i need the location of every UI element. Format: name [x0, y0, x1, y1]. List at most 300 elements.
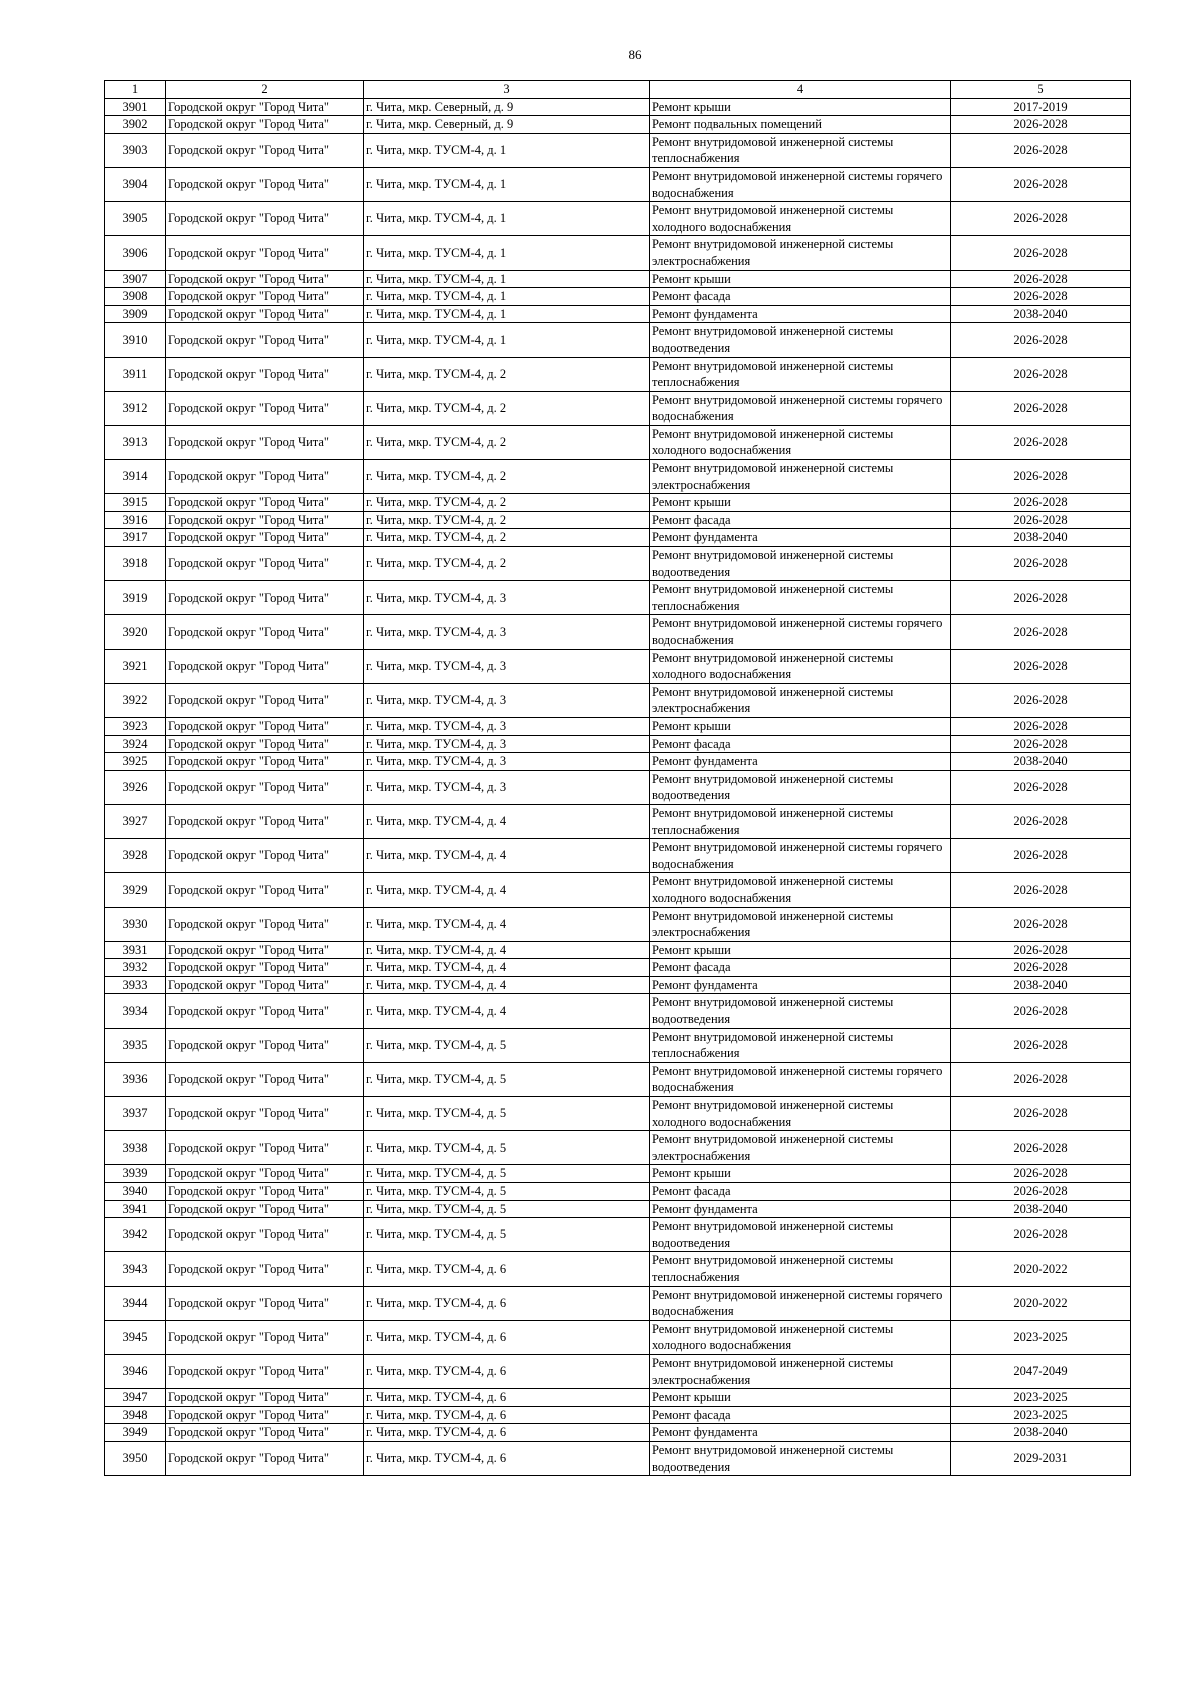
work-type-cell: Ремонт внутридомовой инженерной системы электроснабжения — [650, 683, 951, 717]
row-number-cell: 3920 — [105, 615, 166, 649]
table-row — [105, 1354, 1131, 1388]
work-type-cell: Ремонт фундамента — [650, 529, 951, 547]
municipality-cell: Городской округ "Город Чита" — [166, 683, 364, 717]
row-number-cell: 3901 — [105, 98, 166, 116]
period-cell: 2026-2028 — [951, 425, 1131, 459]
period-cell: 2026-2028 — [951, 839, 1131, 873]
address-cell: г. Чита, мкр. ТУСМ-4, д. 2 — [364, 494, 650, 512]
address-cell: г. Чита, мкр. ТУСМ-4, д. 1 — [364, 133, 650, 167]
address-cell: г. Чита, мкр. ТУСМ-4, д. 1 — [364, 323, 650, 357]
municipality-cell: Городской округ "Город Чита" — [166, 1354, 364, 1388]
period-cell: 2026-2028 — [951, 1131, 1131, 1165]
address-cell: г. Чита, мкр. ТУСМ-4, д. 3 — [364, 649, 650, 683]
municipality-cell: Городской округ "Город Чита" — [166, 804, 364, 838]
page-number: 86 — [628, 47, 642, 62]
work-type-cell: Ремонт фасада — [650, 735, 951, 753]
address-cell: г. Чита, мкр. ТУСМ-4, д. 1 — [364, 288, 650, 306]
table-body — [105, 98, 1131, 1476]
address-cell: г. Чита, мкр. ТУСМ-4, д. 3 — [364, 717, 650, 735]
work-type-cell: Ремонт внутридомовой инженерной системы электроснабжения — [650, 1131, 951, 1165]
period-cell: 2026-2028 — [951, 615, 1131, 649]
row-number-cell: 3934 — [105, 994, 166, 1028]
period-cell: 2026-2028 — [951, 357, 1131, 391]
address-cell: г. Чита, мкр. ТУСМ-4, д. 2 — [364, 425, 650, 459]
address-cell: г. Чита, мкр. ТУСМ-4, д. 4 — [364, 994, 650, 1028]
work-type-cell: Ремонт внутридомовой инженерной системы теплоснабжения — [650, 133, 951, 167]
row-number-cell: 3927 — [105, 804, 166, 838]
period-cell: 2026-2028 — [951, 735, 1131, 753]
address-cell: г. Чита, мкр. ТУСМ-4, д. 1 — [364, 167, 650, 201]
table-row — [105, 994, 1131, 1028]
row-number-cell: 3913 — [105, 425, 166, 459]
address-cell: г. Чита, мкр. ТУСМ-4, д. 2 — [364, 547, 650, 581]
address-cell: г. Чита, мкр. ТУСМ-4, д. 5 — [364, 1218, 650, 1252]
work-type-cell: Ремонт внутридомовой инженерной системы горячего водоснабжения — [650, 839, 951, 873]
work-type-cell: Ремонт фасада — [650, 1183, 951, 1201]
address-cell: г. Чита, мкр. ТУСМ-4, д. 4 — [364, 873, 650, 907]
period-cell: 2026-2028 — [951, 1183, 1131, 1201]
municipality-cell: Городской округ "Город Чита" — [166, 770, 364, 804]
table-row — [105, 839, 1131, 873]
work-type-cell: Ремонт фундамента — [650, 1424, 951, 1442]
address-cell: г. Чита, мкр. ТУСМ-4, д. 5 — [364, 1097, 650, 1131]
row-number-cell: 3940 — [105, 1183, 166, 1201]
row-number-cell: 3946 — [105, 1354, 166, 1388]
municipality-cell: Городской округ "Город Чита" — [166, 529, 364, 547]
row-number-cell: 3905 — [105, 202, 166, 236]
municipality-cell: Городской округ "Город Чита" — [166, 1062, 364, 1096]
address-cell: г. Чита, мкр. ТУСМ-4, д. 6 — [364, 1424, 650, 1442]
work-type-cell: Ремонт внутридомовой инженерной системы электроснабжения — [650, 1354, 951, 1388]
table-row — [105, 1028, 1131, 1062]
period-cell: 2026-2028 — [951, 804, 1131, 838]
work-type-cell: Ремонт внутридомовой инженерной системы электроснабжения — [650, 460, 951, 494]
municipality-cell: Городской округ "Город Чита" — [166, 1286, 364, 1320]
row-number-cell: 3929 — [105, 873, 166, 907]
work-type-cell: Ремонт крыши — [650, 98, 951, 116]
period-cell: 2026-2028 — [951, 941, 1131, 959]
row-number-cell: 3949 — [105, 1424, 166, 1442]
work-type-cell: Ремонт внутридомовой инженерной системы электроснабжения — [650, 907, 951, 941]
work-type-cell: Ремонт внутридомовой инженерной системы холодного водоснабжения — [650, 873, 951, 907]
municipality-cell: Городской округ "Город Чита" — [166, 202, 364, 236]
address-cell: г. Чита, мкр. ТУСМ-4, д. 5 — [364, 1131, 650, 1165]
municipality-cell: Городской округ "Город Чита" — [166, 941, 364, 959]
table-row — [105, 547, 1131, 581]
table-row — [105, 167, 1131, 201]
work-type-cell: Ремонт внутридомовой инженерной системы холодного водоснабжения — [650, 1320, 951, 1354]
table-row — [105, 116, 1131, 134]
work-type-cell: Ремонт внутридомовой инженерной системы водоотведения — [650, 994, 951, 1028]
work-type-cell: Ремонт крыши — [650, 941, 951, 959]
address-cell: г. Чита, мкр. ТУСМ-4, д. 2 — [364, 511, 650, 529]
address-cell: г. Чита, мкр. ТУСМ-4, д. 1 — [364, 305, 650, 323]
table-row — [105, 1200, 1131, 1218]
municipality-cell: Городской округ "Город Чита" — [166, 753, 364, 771]
row-number-cell: 3912 — [105, 391, 166, 425]
municipality-cell: Городской округ "Город Чита" — [166, 959, 364, 977]
row-number-cell: 3932 — [105, 959, 166, 977]
address-cell: г. Чита, мкр. ТУСМ-4, д. 5 — [364, 1200, 650, 1218]
table-row — [105, 1320, 1131, 1354]
work-type-cell: Ремонт фундамента — [650, 1200, 951, 1218]
municipality-cell: Городской округ "Город Чита" — [166, 1424, 364, 1442]
period-cell: 2038-2040 — [951, 1200, 1131, 1218]
municipality-cell: Городской округ "Город Чита" — [166, 1218, 364, 1252]
row-number-cell: 3950 — [105, 1441, 166, 1475]
work-type-cell: Ремонт внутридомовой инженерной системы водоотведения — [650, 1218, 951, 1252]
municipality-cell: Городской округ "Город Чита" — [166, 236, 364, 270]
row-number-cell: 3947 — [105, 1389, 166, 1407]
municipality-cell: Городской округ "Город Чита" — [166, 357, 364, 391]
period-cell: 2020-2022 — [951, 1286, 1131, 1320]
period-cell: 2026-2028 — [951, 994, 1131, 1028]
address-cell: г. Чита, мкр. Северный, д. 9 — [364, 116, 650, 134]
municipality-cell: Городской округ "Город Чита" — [166, 391, 364, 425]
period-cell: 2026-2028 — [951, 581, 1131, 615]
work-type-cell: Ремонт внутридомовой инженерной системы водоотведения — [650, 323, 951, 357]
address-cell: г. Чита, мкр. ТУСМ-4, д. 4 — [364, 804, 650, 838]
work-type-cell: Ремонт внутридомовой инженерной системы холодного водоснабжения — [650, 1097, 951, 1131]
table-row — [105, 494, 1131, 512]
table-row — [105, 391, 1131, 425]
work-type-cell: Ремонт внутридомовой инженерной системы теплоснабжения — [650, 1252, 951, 1286]
work-type-cell: Ремонт крыши — [650, 717, 951, 735]
row-number-cell: 3908 — [105, 288, 166, 306]
address-cell: г. Чита, мкр. ТУСМ-4, д. 2 — [364, 460, 650, 494]
table-row — [105, 959, 1131, 977]
column-header-municipality: 2 — [166, 81, 364, 99]
period-cell: 2017-2019 — [951, 98, 1131, 116]
period-cell: 2038-2040 — [951, 753, 1131, 771]
period-cell: 2026-2028 — [951, 494, 1131, 512]
row-number-cell: 3948 — [105, 1406, 166, 1424]
table-row — [105, 1389, 1131, 1407]
row-number-cell: 3923 — [105, 717, 166, 735]
row-number-cell: 3926 — [105, 770, 166, 804]
work-type-cell: Ремонт крыши — [650, 494, 951, 512]
work-type-cell: Ремонт внутридомовой инженерной системы холодного водоснабжения — [650, 202, 951, 236]
period-cell: 2026-2028 — [951, 547, 1131, 581]
municipality-cell: Городской округ "Город Чита" — [166, 1097, 364, 1131]
table-row — [105, 425, 1131, 459]
address-cell: г. Чита, мкр. ТУСМ-4, д. 4 — [364, 959, 650, 977]
municipality-cell: Городской округ "Город Чита" — [166, 1028, 364, 1062]
row-number-cell: 3924 — [105, 735, 166, 753]
municipality-cell: Городской округ "Город Чита" — [166, 270, 364, 288]
table-row — [105, 460, 1131, 494]
period-cell: 2026-2028 — [951, 1097, 1131, 1131]
table-row — [105, 941, 1131, 959]
period-cell: 2026-2028 — [951, 116, 1131, 134]
column-header-period: 5 — [951, 81, 1131, 99]
municipality-cell: Городской округ "Город Чита" — [166, 460, 364, 494]
row-number-cell: 3941 — [105, 1200, 166, 1218]
work-type-cell: Ремонт фасада — [650, 959, 951, 977]
row-number-cell: 3919 — [105, 581, 166, 615]
work-type-cell: Ремонт фундамента — [650, 976, 951, 994]
municipality-cell: Городской округ "Город Чита" — [166, 116, 364, 134]
period-cell: 2023-2025 — [951, 1406, 1131, 1424]
work-type-cell: Ремонт внутридомовой инженерной системы холодного водоснабжения — [650, 649, 951, 683]
row-number-cell: 3938 — [105, 1131, 166, 1165]
work-type-cell: Ремонт фасада — [650, 288, 951, 306]
table-row — [105, 529, 1131, 547]
period-cell: 2026-2028 — [951, 1028, 1131, 1062]
row-number-cell: 3904 — [105, 167, 166, 201]
address-cell: г. Чита, мкр. ТУСМ-4, д. 6 — [364, 1389, 650, 1407]
row-number-cell: 3911 — [105, 357, 166, 391]
municipality-cell: Городской округ "Город Чита" — [166, 717, 364, 735]
period-cell: 2026-2028 — [951, 1062, 1131, 1096]
table-row — [105, 133, 1131, 167]
period-cell: 2026-2028 — [951, 907, 1131, 941]
table-row — [105, 1441, 1131, 1475]
period-cell: 2026-2028 — [951, 1165, 1131, 1183]
municipality-cell: Городской округ "Город Чита" — [166, 1200, 364, 1218]
address-cell: г. Чита, мкр. ТУСМ-4, д. 1 — [364, 202, 650, 236]
period-cell: 2038-2040 — [951, 1424, 1131, 1442]
work-type-cell: Ремонт внутридомовой инженерной системы водоотведения — [650, 770, 951, 804]
address-cell: г. Чита, мкр. ТУСМ-4, д. 2 — [364, 391, 650, 425]
period-cell: 2026-2028 — [951, 270, 1131, 288]
table-row — [105, 288, 1131, 306]
table-row — [105, 98, 1131, 116]
municipality-cell: Городской округ "Город Чита" — [166, 649, 364, 683]
work-type-cell: Ремонт внутридомовой инженерной системы горячего водоснабжения — [650, 615, 951, 649]
address-cell: г. Чита, мкр. ТУСМ-4, д. 5 — [364, 1165, 650, 1183]
address-cell: г. Чита, мкр. ТУСМ-4, д. 6 — [364, 1354, 650, 1388]
municipality-cell: Городской округ "Город Чита" — [166, 994, 364, 1028]
table-row — [105, 717, 1131, 735]
table-row — [105, 1183, 1131, 1201]
row-number-cell: 3944 — [105, 1286, 166, 1320]
header-row — [105, 81, 1131, 99]
row-number-cell: 3930 — [105, 907, 166, 941]
table-row — [105, 305, 1131, 323]
period-cell: 2038-2040 — [951, 976, 1131, 994]
address-cell: г. Чита, мкр. ТУСМ-4, д. 6 — [364, 1252, 650, 1286]
table-row — [105, 1424, 1131, 1442]
municipality-cell: Городской округ "Город Чита" — [166, 305, 364, 323]
address-cell: г. Чита, мкр. ТУСМ-4, д. 3 — [364, 683, 650, 717]
table-row — [105, 804, 1131, 838]
municipality-cell: Городской округ "Город Чита" — [166, 1252, 364, 1286]
work-type-cell: Ремонт внутридомовой инженерной системы горячего водоснабжения — [650, 1062, 951, 1096]
address-cell: г. Чита, мкр. ТУСМ-4, д. 3 — [364, 735, 650, 753]
period-cell: 2026-2028 — [951, 770, 1131, 804]
municipality-cell: Городской округ "Город Чита" — [166, 1165, 364, 1183]
period-cell: 2026-2028 — [951, 167, 1131, 201]
municipality-cell: Городской округ "Город Чита" — [166, 167, 364, 201]
work-type-cell: Ремонт фундамента — [650, 305, 951, 323]
row-number-cell: 3918 — [105, 547, 166, 581]
municipality-cell: Городской округ "Город Чита" — [166, 873, 364, 907]
period-cell: 2038-2040 — [951, 305, 1131, 323]
row-number-cell: 3937 — [105, 1097, 166, 1131]
table-row — [105, 770, 1131, 804]
row-number-cell: 3936 — [105, 1062, 166, 1096]
table-row — [105, 202, 1131, 236]
row-number-cell: 3939 — [105, 1165, 166, 1183]
table-row — [105, 1062, 1131, 1096]
municipality-cell: Городской округ "Город Чита" — [166, 1441, 364, 1475]
table-header — [105, 81, 1131, 99]
work-type-cell: Ремонт подвальных помещений — [650, 116, 951, 134]
row-number-cell: 3902 — [105, 116, 166, 134]
period-cell: 2026-2028 — [951, 391, 1131, 425]
row-number-cell: 3933 — [105, 976, 166, 994]
municipality-cell: Городской округ "Город Чита" — [166, 288, 364, 306]
municipality-cell: Городской округ "Город Чита" — [166, 98, 364, 116]
address-cell: г. Чита, мкр. ТУСМ-4, д. 3 — [364, 581, 650, 615]
municipality-cell: Городской округ "Город Чита" — [166, 839, 364, 873]
table-row — [105, 511, 1131, 529]
row-number-cell: 3943 — [105, 1252, 166, 1286]
municipality-cell: Городской округ "Город Чита" — [166, 615, 364, 649]
table-row — [105, 615, 1131, 649]
work-type-cell: Ремонт внутридомовой инженерной системы холодного водоснабжения — [650, 425, 951, 459]
address-cell: г. Чита, мкр. ТУСМ-4, д. 3 — [364, 753, 650, 771]
row-number-cell: 3928 — [105, 839, 166, 873]
period-cell: 2026-2028 — [951, 873, 1131, 907]
work-type-cell: Ремонт внутридомовой инженерной системы теплоснабжения — [650, 804, 951, 838]
work-type-cell: Ремонт внутридомовой инженерной системы теплоснабжения — [650, 581, 951, 615]
table-row — [105, 873, 1131, 907]
table-row — [105, 357, 1131, 391]
row-number-cell: 3945 — [105, 1320, 166, 1354]
table-row — [105, 1218, 1131, 1252]
table-row — [105, 1406, 1131, 1424]
row-number-cell: 3906 — [105, 236, 166, 270]
work-type-cell: Ремонт фасада — [650, 511, 951, 529]
table-row — [105, 236, 1131, 270]
row-number-cell: 3931 — [105, 941, 166, 959]
address-cell: г. Чита, мкр. ТУСМ-4, д. 5 — [364, 1028, 650, 1062]
work-type-cell: Ремонт фундамента — [650, 753, 951, 771]
municipality-cell: Городской округ "Город Чита" — [166, 1131, 364, 1165]
row-number-cell: 3917 — [105, 529, 166, 547]
table-row — [105, 1252, 1131, 1286]
period-cell: 2026-2028 — [951, 511, 1131, 529]
address-cell: г. Чита, мкр. ТУСМ-4, д. 3 — [364, 770, 650, 804]
municipality-cell: Городской округ "Город Чита" — [166, 581, 364, 615]
row-number-cell: 3915 — [105, 494, 166, 512]
address-cell: г. Чита, мкр. ТУСМ-4, д. 3 — [364, 615, 650, 649]
period-cell: 2038-2040 — [951, 529, 1131, 547]
period-cell: 2023-2025 — [951, 1320, 1131, 1354]
row-number-cell: 3922 — [105, 683, 166, 717]
work-type-cell: Ремонт фасада — [650, 1406, 951, 1424]
municipality-cell: Городской округ "Город Чита" — [166, 494, 364, 512]
work-type-cell: Ремонт внутридомовой инженерной системы горячего водоснабжения — [650, 167, 951, 201]
period-cell: 2026-2028 — [951, 288, 1131, 306]
address-cell: г. Чита, мкр. ТУСМ-4, д. 6 — [364, 1441, 650, 1475]
address-cell: г. Чита, мкр. ТУСМ-4, д. 1 — [364, 236, 650, 270]
municipality-cell: Городской округ "Город Чита" — [166, 547, 364, 581]
column-header-work-type: 4 — [650, 81, 951, 99]
period-cell: 2026-2028 — [951, 133, 1131, 167]
row-number-cell: 3903 — [105, 133, 166, 167]
work-type-cell: Ремонт внутридомовой инженерной системы горячего водоснабжения — [650, 391, 951, 425]
row-number-cell: 3916 — [105, 511, 166, 529]
municipality-cell: Городской округ "Город Чита" — [166, 907, 364, 941]
address-cell: г. Чита, мкр. ТУСМ-4, д. 4 — [364, 941, 650, 959]
municipality-cell: Городской округ "Город Чита" — [166, 425, 364, 459]
address-cell: г. Чита, мкр. ТУСМ-4, д. 4 — [364, 976, 650, 994]
municipality-cell: Городской округ "Город Чита" — [166, 511, 364, 529]
period-cell: 2026-2028 — [951, 236, 1131, 270]
work-type-cell: Ремонт крыши — [650, 270, 951, 288]
table-row — [105, 581, 1131, 615]
address-cell: г. Чита, мкр. ТУСМ-4, д. 4 — [364, 907, 650, 941]
address-cell: г. Чита, мкр. ТУСМ-4, д. 5 — [364, 1062, 650, 1096]
period-cell: 2026-2028 — [951, 202, 1131, 236]
table-row — [105, 1165, 1131, 1183]
work-type-cell: Ремонт внутридомовой инженерной системы водоотведения — [650, 1441, 951, 1475]
address-cell: г. Чита, мкр. ТУСМ-4, д. 2 — [364, 357, 650, 391]
column-header-number: 1 — [105, 81, 166, 99]
table-row — [105, 270, 1131, 288]
period-cell: 2026-2028 — [951, 959, 1131, 977]
period-cell: 2026-2028 — [951, 1218, 1131, 1252]
row-number-cell: 3910 — [105, 323, 166, 357]
address-cell: г. Чита, мкр. ТУСМ-4, д. 1 — [364, 270, 650, 288]
work-type-cell: Ремонт крыши — [650, 1165, 951, 1183]
period-cell: 2047-2049 — [951, 1354, 1131, 1388]
address-cell: г. Чита, мкр. ТУСМ-4, д. 6 — [364, 1406, 650, 1424]
municipality-cell: Городской округ "Город Чита" — [166, 1183, 364, 1201]
work-type-cell: Ремонт внутридомовой инженерной системы теплоснабжения — [650, 1028, 951, 1062]
period-cell: 2026-2028 — [951, 323, 1131, 357]
address-cell: г. Чита, мкр. ТУСМ-4, д. 6 — [364, 1286, 650, 1320]
address-cell: г. Чита, мкр. ТУСМ-4, д. 2 — [364, 529, 650, 547]
period-cell: 2026-2028 — [951, 717, 1131, 735]
table-row — [105, 753, 1131, 771]
row-number-cell: 3935 — [105, 1028, 166, 1062]
address-cell: г. Чита, мкр. ТУСМ-4, д. 4 — [364, 839, 650, 873]
municipality-cell: Городской округ "Город Чита" — [166, 1320, 364, 1354]
registry-table — [104, 80, 1131, 1476]
table-row — [105, 1097, 1131, 1131]
period-cell: 2020-2022 — [951, 1252, 1131, 1286]
row-number-cell: 3914 — [105, 460, 166, 494]
table-row — [105, 323, 1131, 357]
work-type-cell: Ремонт внутридомовой инженерной системы электроснабжения — [650, 236, 951, 270]
row-number-cell: 3909 — [105, 305, 166, 323]
table-row — [105, 1131, 1131, 1165]
table-row — [105, 907, 1131, 941]
municipality-cell: Городской округ "Город Чита" — [166, 133, 364, 167]
period-cell: 2026-2028 — [951, 683, 1131, 717]
table-row — [105, 735, 1131, 753]
period-cell: 2026-2028 — [951, 649, 1131, 683]
table-row — [105, 1286, 1131, 1320]
municipality-cell: Городской округ "Город Чита" — [166, 1389, 364, 1407]
municipality-cell: Городской округ "Город Чита" — [166, 735, 364, 753]
municipality-cell: Городской округ "Город Чита" — [166, 976, 364, 994]
row-number-cell: 3921 — [105, 649, 166, 683]
work-type-cell: Ремонт крыши — [650, 1389, 951, 1407]
period-cell: 2026-2028 — [951, 460, 1131, 494]
row-number-cell: 3942 — [105, 1218, 166, 1252]
row-number-cell: 3907 — [105, 270, 166, 288]
column-header-address: 3 — [364, 81, 650, 99]
table-row — [105, 976, 1131, 994]
row-number-cell: 3925 — [105, 753, 166, 771]
municipality-cell: Городской округ "Город Чита" — [166, 323, 364, 357]
table-row — [105, 683, 1131, 717]
